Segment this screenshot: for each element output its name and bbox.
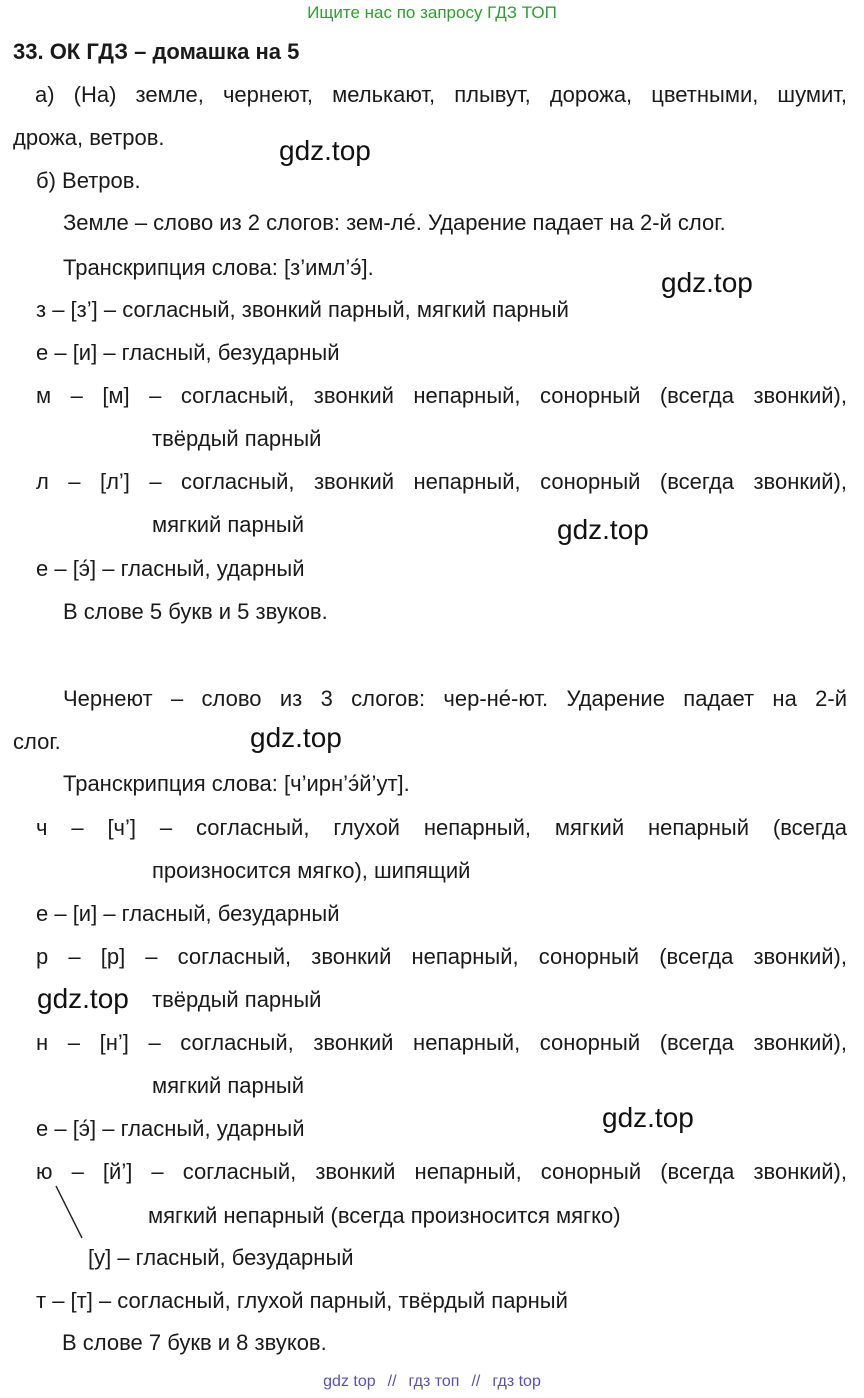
word2-syllables-cont: слог.	[13, 729, 61, 754]
watermark: gdz.top	[250, 722, 342, 753]
word2-letter-ch: ч – [ч’] – согласный, глухой непарный, мягкий непарный (всегда	[36, 815, 847, 840]
footer-links	[0, 1373, 864, 1391]
watermark: gdz.top	[279, 135, 371, 166]
word2-count: В слове 7 букв и 8 звуков.	[62, 1330, 327, 1355]
word2-sound-u: [у] – гласный, безударный	[88, 1245, 354, 1270]
watermark: gdz.top	[557, 514, 649, 545]
word2-letter-r-cont: твёрдый парный	[152, 987, 322, 1012]
word1-transcription: Транскрипция слова: [з’имл’э́].	[63, 255, 374, 280]
answer-b: б) Ветров.	[36, 168, 141, 193]
answer-a-line2: дрожа, ветров.	[13, 125, 165, 150]
header-search-link[interactable]: Ищите нас по запросу ГДЗ ТОП	[307, 3, 557, 22]
watermark: gdz.top	[37, 983, 129, 1014]
word2-transcription: Транскрипция слова: [ч’ирн’э́й’ут].	[63, 771, 410, 796]
exercise-title: 33. ОК ГДЗ – домашка на 5	[13, 39, 300, 64]
word2-letter-e2: е – [э́] – гласный, ударный	[36, 1116, 305, 1141]
word2-letter-t: т – [т] – согласный, глухой парный, твёрдый парный	[36, 1288, 568, 1313]
watermark: gdz.top	[602, 1102, 694, 1133]
word1-letter-m: м – [м] – согласный, звонкий непарный, сонорный (всегда звонкий),	[36, 383, 847, 408]
footer-separator: //	[387, 1373, 397, 1390]
footer-separator: //	[471, 1373, 481, 1390]
word2-letter-n: н – [н’] – согласный, звонкий непарный, сонорный (всегда звонкий),	[36, 1030, 847, 1055]
answer-a-line1: а) (На) земле, чернеют, мелькают, плывут, дорожа, цветными, шумит,	[35, 82, 847, 107]
word2-letter-ch-cont: произносится мягко), шипящий	[152, 858, 471, 883]
word1-syllables: Земле – слово из 2 слогов: зем-ле́. Ударение падает на 2-й слог.	[63, 210, 726, 235]
word1-count: В слове 5 букв и 5 звуков.	[63, 599, 328, 624]
word1-letter-e: е – [и] – гласный, безударный	[36, 340, 340, 365]
word2-letter-yu-cont: мягкий непарный (всегда произносится мягко)	[148, 1203, 621, 1228]
word1-letter-e2: е – [э́] – гласный, ударный	[36, 556, 305, 581]
word1-letter-l: л – [л’] – согласный, звонкий непарный, сонорный (всегда звонкий),	[36, 469, 847, 494]
footer-link[interactable]: гдз top	[492, 1373, 541, 1390]
footer-link[interactable]: гдз топ	[408, 1373, 460, 1390]
word1-letter-m-cont: твёрдый парный	[152, 426, 322, 451]
word2-syllables: Чернеют – слово из 3 слогов: чер-не́-ют. Ударение падает на 2-й	[63, 686, 847, 711]
watermark: gdz.top	[661, 267, 753, 298]
word1-letter-z: з – [з’] – согласный, звонкий парный, мягкий парный	[36, 297, 569, 322]
word2-letter-n-cont: мягкий парный	[152, 1073, 305, 1098]
footer-link[interactable]: gdz top	[323, 1373, 376, 1390]
word2-letter-r: р – [р] – согласный, звонкий непарный, сонорный (всегда звонкий),	[36, 944, 847, 969]
word2-letter-e: е – [и] – гласный, безударный	[36, 901, 340, 926]
word2-letter-yu: ю – [й’] – согласный, звонкий непарный, сонорный (всегда звонкий),	[36, 1159, 847, 1184]
word1-letter-l-cont: мягкий парный	[152, 512, 305, 537]
